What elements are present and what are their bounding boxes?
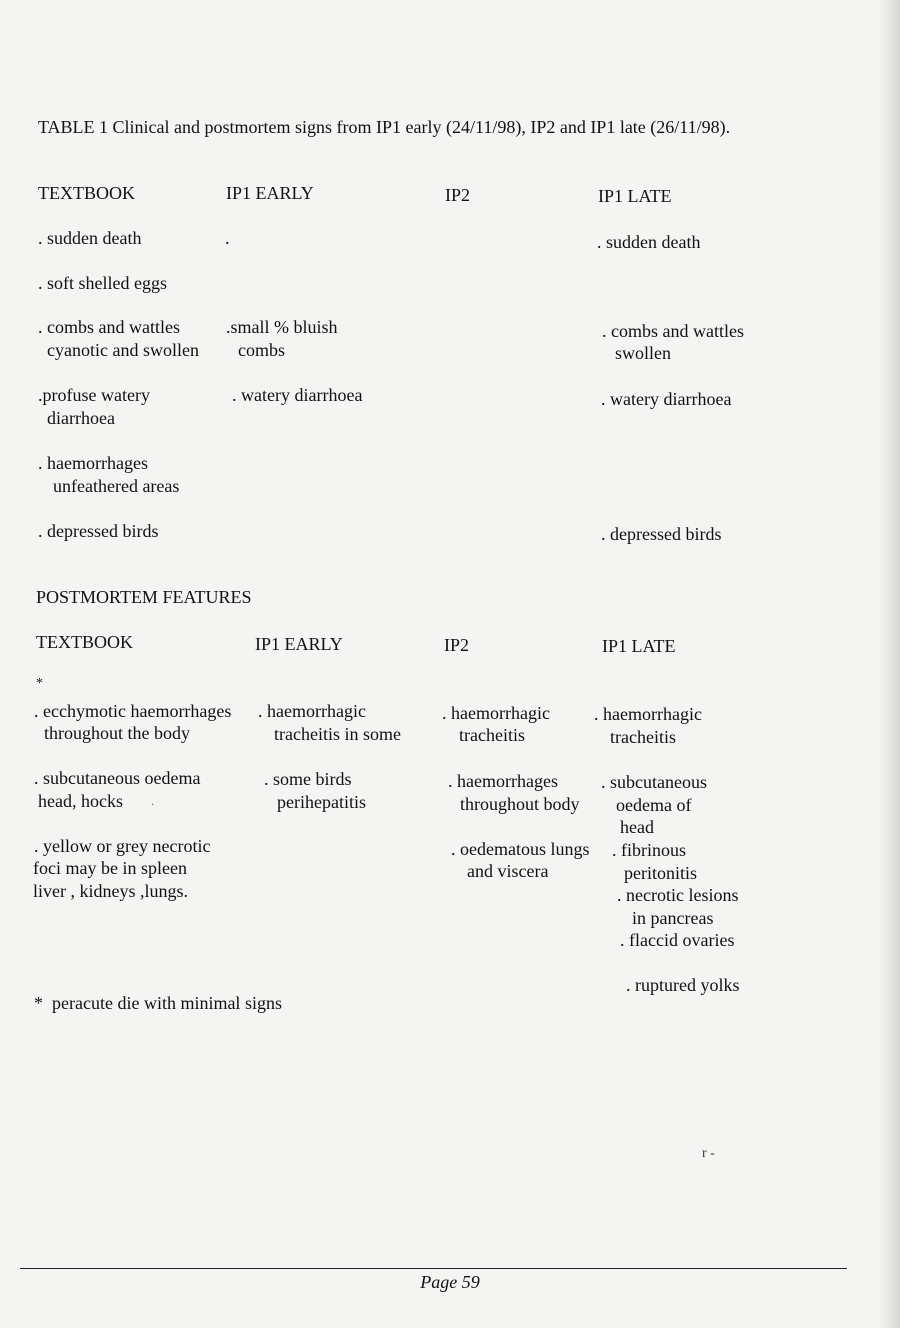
- pm-ip2-haem-1: . haemorrhages: [448, 771, 558, 791]
- pm-ip1-late-oedema-2: oedema of: [616, 795, 692, 815]
- clinical-textbook-diarrhoea-2: diarrhoea: [47, 408, 115, 428]
- pm-ip1-early-peri-1: . some birds: [264, 769, 352, 789]
- pm-textbook-foci-2: foci may be in spleen: [33, 858, 187, 878]
- clinical-header-ip1-early: IP1 EARLY: [226, 183, 314, 203]
- pm-ip2-haem-2: throughout body: [460, 794, 580, 814]
- pm-textbook-oedema-dot: .: [151, 794, 154, 808]
- page-edge-shadow: [878, 0, 900, 1328]
- clinical-textbook-combs-1: . combs and wattles: [38, 317, 180, 337]
- clinical-textbook-soft-eggs: . soft shelled eggs: [38, 273, 167, 293]
- postmortem-header-ip2: IP2: [444, 635, 470, 655]
- clinical-textbook-depressed: . depressed birds: [38, 521, 159, 541]
- clinical-ip1-late-sudden-death: . sudden death: [597, 232, 701, 252]
- pm-ip1-late-oedema-3: head: [620, 817, 654, 837]
- pm-ip1-late-yolks: . ruptured yolks: [626, 975, 740, 995]
- postmortem-header-ip1-late: IP1 LATE: [602, 636, 676, 656]
- clinical-textbook-sudden-death: . sudden death: [38, 228, 142, 248]
- pm-textbook-oedema-2: head, hocks: [38, 791, 123, 811]
- pm-ip1-late-necrotic-2: in pancreas: [632, 908, 714, 928]
- pm-textbook-ecchy-2: throughout the body: [44, 723, 190, 743]
- pm-ip1-late-trach-2: tracheitis: [610, 727, 676, 747]
- pm-ip1-early-trach-2: tracheitis in some: [274, 724, 401, 744]
- pm-ip1-late-fib-2: peritonitis: [624, 863, 697, 883]
- pm-ip1-late-oedema-1: . subcutaneous: [601, 772, 707, 792]
- clinical-header-textbook: TEXTBOOK: [38, 183, 135, 203]
- pm-textbook-ecchy-1: . ecchymotic haemorrhages: [34, 701, 232, 721]
- clinical-ip1-late-depressed: . depressed birds: [601, 524, 722, 544]
- pm-ip2-lungs-2: and viscera: [467, 861, 549, 881]
- pm-textbook-foci-3: liver , kidneys ,lungs.: [33, 881, 188, 901]
- clinical-ip1-early-dot: .: [225, 228, 230, 248]
- page-number: Page 59: [420, 1272, 480, 1292]
- pm-ip1-late-fib-1: . fibrinous: [612, 840, 686, 860]
- footer-rule: [20, 1268, 847, 1269]
- pm-textbook-oedema-1: . subcutaneous oedema: [34, 768, 201, 788]
- pm-ip2-trach-2: tracheitis: [459, 725, 525, 745]
- clinical-header-ip1-late: IP1 LATE: [598, 186, 672, 206]
- pm-ip2-lungs-1: . oedematous lungs: [451, 839, 590, 859]
- clinical-header-ip2: IP2: [445, 185, 471, 205]
- stray-mark: r -: [702, 1146, 715, 1161]
- clinical-textbook-diarrhoea-1: .profuse watery: [38, 385, 150, 405]
- clinical-textbook-haem-2: unfeathered areas: [53, 476, 180, 496]
- clinical-ip1-early-diarrhoea: . watery diarrhoea: [232, 385, 363, 405]
- postmortem-section-title: POSTMORTEM FEATURES: [36, 587, 252, 607]
- postmortem-asterisk: *: [36, 676, 43, 691]
- clinical-ip1-early-combs-1: .small % bluish: [226, 317, 338, 337]
- pm-ip1-early-peri-2: perihepatitis: [277, 792, 366, 812]
- postmortem-footnote: * peracute die with minimal signs: [34, 993, 282, 1013]
- pm-ip1-late-trach-1: . haemorrhagic: [594, 704, 702, 724]
- table-caption: TABLE 1 Clinical and postmortem signs from IP1 early (24/11/98), IP2 and IP1 late (26/11/98).: [38, 117, 731, 137]
- clinical-ip1-late-combs-1: . combs and wattles: [602, 321, 744, 341]
- clinical-textbook-combs-2: cyanotic and swollen: [47, 340, 199, 360]
- clinical-ip1-early-combs-2: combs: [238, 340, 285, 360]
- clinical-ip1-late-combs-2: swollen: [615, 343, 671, 363]
- clinical-textbook-haem-1: . haemorrhages: [38, 453, 148, 473]
- pm-ip1-late-necrotic-1: . necrotic lesions: [617, 885, 739, 905]
- pm-ip2-trach-1: . haemorrhagic: [442, 703, 550, 723]
- pm-textbook-foci-1: . yellow or grey necrotic: [34, 836, 211, 856]
- pm-ip1-late-flaccid: . flaccid ovaries: [620, 930, 735, 950]
- postmortem-header-textbook: TEXTBOOK: [36, 632, 133, 652]
- clinical-ip1-late-diarrhoea: . watery diarrhoea: [601, 389, 732, 409]
- postmortem-header-ip1-early: IP1 EARLY: [255, 634, 343, 654]
- pm-ip1-early-trach-1: . haemorrhagic: [258, 701, 366, 721]
